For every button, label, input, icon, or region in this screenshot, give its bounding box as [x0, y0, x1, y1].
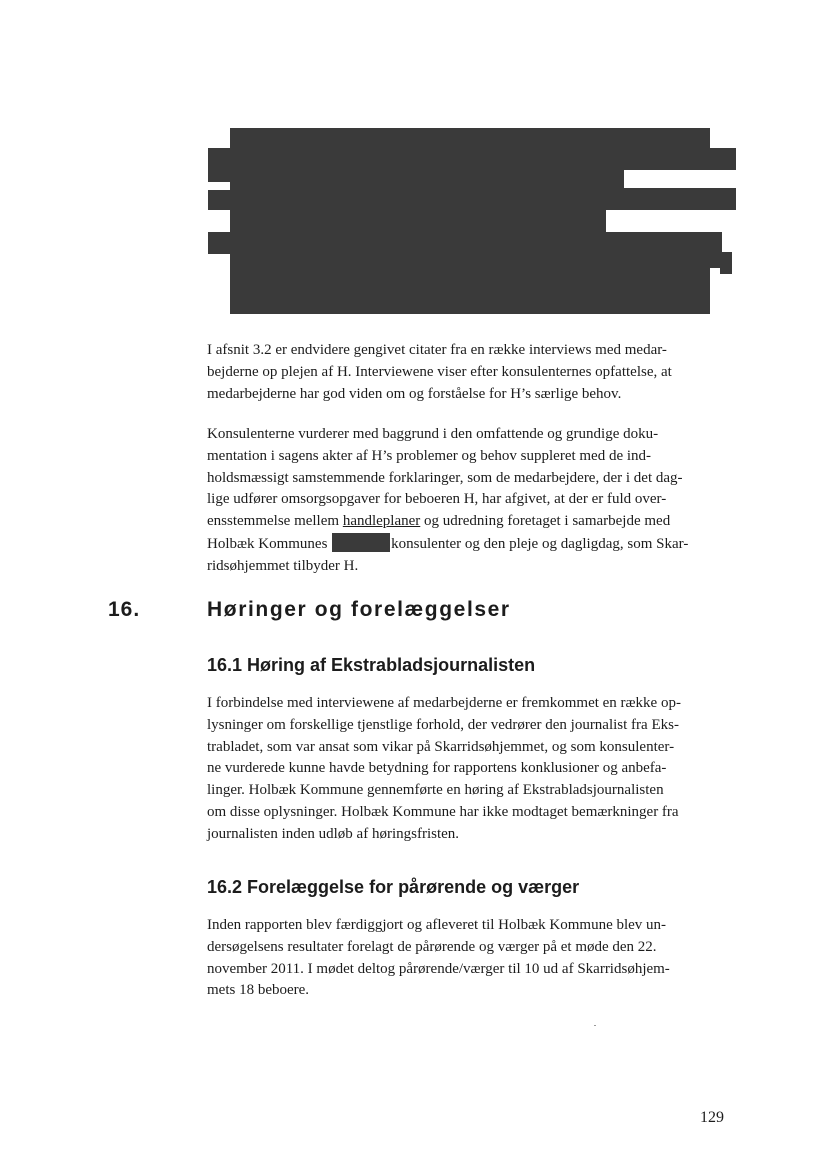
section-title: Høringer og forelæggelser: [207, 598, 511, 621]
text-line: Konsulenterne vurderer med baggrund i den omfattende og grundige doku-: [207, 426, 659, 442]
text-line: [207, 533, 737, 556]
text-line: [207, 511, 737, 533]
text-line: I forbindelse med interviewene af medarbejderne er fremkommet en række op-: [207, 695, 681, 711]
underlined-text: handleplaner: [342, 513, 421, 530]
text-line: mentation i sagens akter af H’s problemer og behov suppleret med de ind-: [207, 447, 652, 464]
text-line: lige udfører omsorgsopgaver for beboeren H, har afgivet, at der er fuld over-: [207, 491, 667, 508]
text-fragment: Holbæk Kommunes: [207, 535, 328, 552]
text-line: bejderne op plejen af H. Interviewene viser efter konsulenternes opfattelse, at: [207, 363, 672, 380]
text-line: linger. Holbæk Kommune gennemførte en høring af Ekstrabladsjournalisten: [207, 782, 664, 799]
text-line: medarbejderne har god viden om og forståelse for H’s særlige behov.: [207, 385, 622, 402]
paragraph-hearing-journalist: [207, 693, 737, 846]
text-line: om disse oplysninger. Holbæk Kommune har ikke modtaget bemærkninger fra: [207, 803, 679, 820]
subsection-heading-16-2: 16.2 Forelæggelse for pårørende og værger: [207, 877, 580, 897]
inline-redaction: [332, 533, 390, 552]
text-line: trabladet, som var ansat som vikar på Skarridsøhjemmet, og som konsulenter-: [207, 738, 675, 755]
text-fragment: konsulenter og den pleje og dagligdag, som Skar-: [391, 535, 689, 552]
text-line: november 2011. I mødet deltog pårørende/værger til 10 ud af Skarridsøhjem-: [207, 960, 670, 977]
text-line: Inden rapporten blev færdiggjort og afleveret til Holbæk Kommune blev un-: [207, 917, 667, 933]
text-fragment: ensstemmelse mellem: [207, 513, 343, 530]
text-line: mets 18 beboere.: [207, 982, 310, 999]
paragraph-interviews: [207, 340, 737, 405]
subsection-heading-16-1: 16.1 Høring af Ekstrabladsjournalisten: [207, 655, 536, 675]
text-line: lysninger om forskellige tjenstlige forhold, der vedrører den journalist fra Eks-: [207, 716, 679, 733]
paragraph-consultants-assessment: [207, 424, 737, 578]
page-number: 129: [700, 1109, 724, 1126]
scan-speck: [594, 1025, 596, 1026]
paragraph-relatives-presentation: [207, 915, 737, 1002]
text-line: ridsøhjemmet tilbyder H.: [207, 557, 359, 574]
section-number: 16.: [108, 598, 141, 621]
text-line: journalisten inden udløb af høringsfristen.: [207, 825, 460, 842]
text-fragment: og udredning foretaget i samarbejde med: [420, 513, 671, 530]
text-line: dersøgelsens resultater forelagt de pårørende og værger på et møde den 22.: [207, 938, 657, 955]
text-line: holdsmæssigt samstemmende forklaringer, som de medarbejdere, der i det dag-: [207, 469, 683, 486]
text-line: I afsnit 3.2 er endvidere gengivet citater fra en række interviews med medar-: [207, 342, 667, 358]
text-line: ne vurderede kunne havde betydning for rapportens konklusioner og anbefa-: [207, 760, 667, 777]
